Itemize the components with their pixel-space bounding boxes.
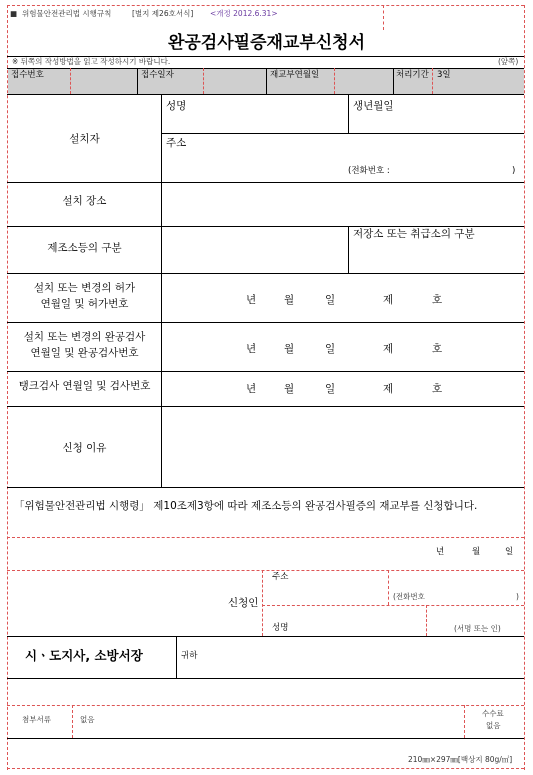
storage-type-label: 저장소 또는 취급소의 구분 — [353, 228, 475, 240]
form-number: [별지 제26호서식] — [132, 9, 194, 18]
date-word: 일 — [325, 343, 336, 355]
date-word: 년 — [246, 343, 257, 355]
installer-label: 설치자 — [69, 133, 100, 145]
date-word: 년 — [246, 383, 257, 395]
fee-value: 없음 — [486, 721, 501, 730]
processing-period-label: 처리기간 — [396, 70, 429, 80]
applicant-address-label: 주소 — [272, 572, 289, 582]
location-label: 설치 장소 — [62, 195, 107, 207]
installer-phone-label: (전화번호 : — [348, 166, 390, 176]
inspection-label-line2: 연월일 및 완공검사번호 — [30, 347, 139, 359]
date-word: 제 — [383, 343, 394, 355]
permit-label-line2: 연월일 및 허가번호 — [40, 298, 129, 310]
revision-date: <개정 2012.6.31> — [210, 9, 278, 18]
apply-month: 월 — [472, 547, 481, 557]
date-word: 일 — [325, 383, 336, 395]
page-title: 완공검사필증재교부신청서 — [167, 33, 366, 53]
applicant-label: 신청인 — [228, 597, 259, 609]
installer-name-label: 성명 — [166, 100, 187, 112]
fee-label: 수수료 — [482, 709, 504, 718]
date-word: 호 — [432, 383, 443, 395]
date-word: 제 — [383, 294, 394, 306]
applicant-phone-close: ) — [516, 592, 519, 601]
receipt-number-label: 접수번호 — [11, 70, 44, 80]
date-word: 호 — [432, 294, 443, 306]
receipt-date-label: 접수일자 — [141, 70, 174, 80]
reason-label: 신청 이유 — [62, 442, 107, 454]
apply-year: 년 — [436, 547, 445, 557]
date-word: 월 — [284, 383, 295, 395]
bullet-icon: ■ — [10, 9, 18, 18]
installer-address-label: 주소 — [166, 137, 187, 149]
installer-birth-label: 생년월일 — [353, 100, 394, 112]
date-word: 일 — [325, 294, 336, 306]
paper-size: 210㎜×297㎜[백상지 80g/㎡] — [408, 755, 513, 764]
applicant-sign-label: (서명 또는 인) — [454, 624, 501, 633]
date-word: 월 — [284, 294, 295, 306]
date-word: 제 — [383, 383, 394, 395]
reason-field[interactable] — [165, 410, 520, 484]
permit-label-line1: 설치 또는 변경의 허가 — [33, 282, 136, 294]
applicant-address-field[interactable] — [266, 584, 384, 602]
law-name: 위험물안전관리법 시행규칙 — [22, 9, 112, 18]
attachment-value: 없음 — [80, 715, 95, 724]
apply-day: 일 — [505, 547, 514, 557]
applicant-name-field[interactable] — [300, 610, 420, 632]
installer-phone-close: ) — [512, 166, 516, 176]
location-field[interactable] — [165, 186, 520, 222]
installer-address-field[interactable] — [165, 150, 520, 180]
applicant-phone-label: (전화번호 — [393, 592, 425, 601]
applicant-name-label: 성명 — [272, 623, 289, 633]
application-statement: 「위험물안전관리법 시행령」 제10조제3항에 따라 제조소등의 완공검사필증의 재교부를 신청합니다. — [14, 500, 478, 512]
instruction-note: ※ 뒤쪽의 작성방법을 읽고 작성하시기 바랍니다. — [12, 57, 171, 66]
date-word: 호 — [432, 343, 443, 355]
reissue-date-label: 재교부연월일 — [270, 70, 320, 80]
date-word: 월 — [284, 343, 295, 355]
recipient-honorific: 귀하 — [181, 651, 198, 661]
attachment-label: 첨부서류 — [22, 715, 51, 724]
tank-inspection-label: 탱크검사 연월일 및 검사번호 — [18, 380, 151, 392]
recipient-name: 시ㆍ도지사, 소방서장 — [25, 648, 143, 663]
facility-type-label: 제조소등의 구분 — [47, 242, 122, 254]
processing-period-value: 3일 — [437, 70, 451, 80]
side-label: (앞쪽) — [498, 57, 519, 66]
date-word: 년 — [246, 294, 257, 306]
inspection-label-line1: 설치 또는 변경의 완공검사 — [23, 331, 146, 343]
